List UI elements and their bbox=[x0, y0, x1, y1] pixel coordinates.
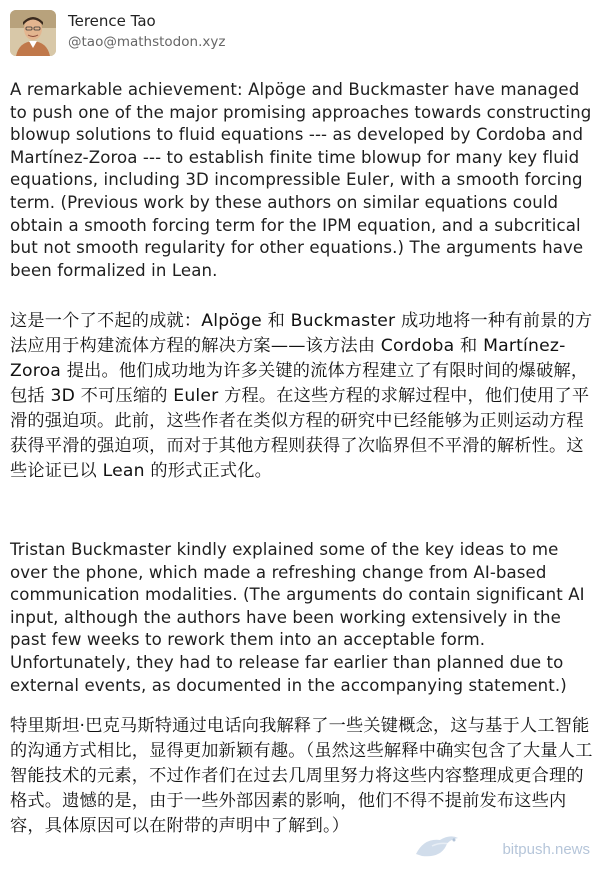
avatar[interactable] bbox=[10, 10, 56, 56]
author-name[interactable]: Terence Tao bbox=[68, 12, 156, 30]
watermark-text: bitpush.news bbox=[502, 841, 590, 858]
post-paragraph-english-1: A remarkable achievement: Alpöge and Buckmaster have managed to push one of the major promising approaches towards constructing blowup solutions to fluid equations --- as developed by Cordoba and Martínez-Zoroa --- to establish finite time blowup for many key fluid equations, including 3D incompressible Euler, with a smooth forcing term. (Previous work by these authors on similar equations could obtain a smooth forcing term for the IPM equation, and a subcritical but not smooth regularity for other equations.) The arguments have been formalized in Lean. bbox=[10, 80, 592, 280]
post-header bbox=[10, 10, 590, 60]
post-paragraph-english-2: Tristan Buckmaster kindly explained some of the key ideas to me over the phone, which made a refreshing change from AI-based communication modalities. (The arguments do contain significant AI input, although the authors have been working extensively in the past few weeks to rework them into an acceptable form. Unfortunately, they had to release far earlier than planned due to external events, as documented in the accompanying statement.) bbox=[10, 540, 585, 695]
post-paragraph-chinese-2: 特里斯坦·巴克马斯特通过电话向我解释了一些关键概念，这与基于人工智能的沟通方式相比，显得更加新颖有趣。（虽然这些解释中确实包含了大量人工智能技术的元素，不过作者们在过去几周里努力将这些内容整理成更合理的格式。遗憾的是，由于一些外部因素的影响，他们不得不提前发布这些内容，具体原因可以在附带的声明中了解到。） bbox=[10, 716, 593, 836]
user-avatar-photo bbox=[10, 10, 56, 56]
author-handle[interactable]: @tao@mathstodon.xyz bbox=[68, 34, 226, 50]
post-paragraph-chinese-1: 这是一个了不起的成就：Alpöge 和 Buckmaster 成功地将一种有前景的方法应用于构建流体方程的解决方案——该方法由 Cordoba 和 Martínez-Zoroa 提出。他们成功地为许多关键的流体方程建立了有限时间的爆破解，包括 3D 不可压缩的 Euler 方程。在这些方程的求解过程中，他们使用了平滑的强迫项。此前，这些作者在类似方程的研究中已经能够为正则运动方程获得平滑的强迫项，而对于其他方程则获得了次临界但不平滑的解析性。这些论证已以 Lean 的形式正式化。 bbox=[10, 311, 593, 481]
